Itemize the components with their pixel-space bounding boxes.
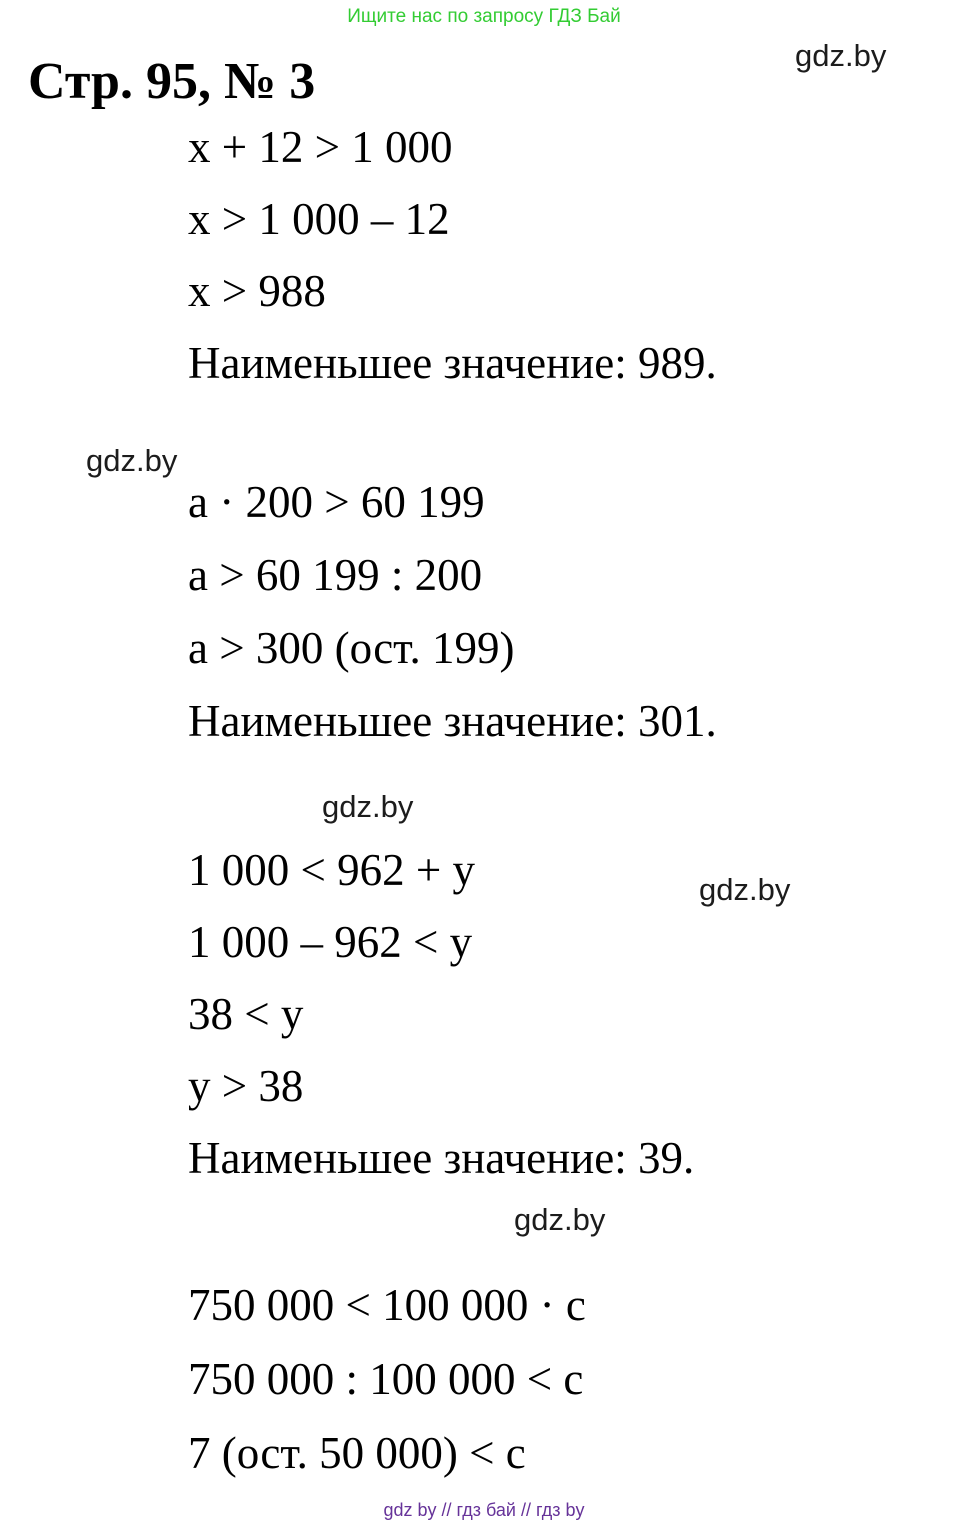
solution-block-2 [188,466,717,758]
math-line: x > 988 [188,266,326,316]
solution-block-1 [188,111,717,399]
promo-banner: Ищите нас по запросу ГДЗ Бай [347,6,621,27]
gdz-watermark-right: gdz.by [699,872,791,907]
footer-tags: gdz by // гдз бай // гдз by [383,1500,585,1520]
solution-block-4 [188,1268,586,1490]
math-line: 38 < y [188,989,304,1039]
page-title: Стр. 95, № 3 [28,53,316,110]
math-line: 7 (ост. 50 000) < c [188,1428,526,1478]
answer-line: Наименьшее значение: 989. [188,338,717,388]
math-line: a > 60 199 : 200 [188,550,483,600]
math-line: 750 000 : 100 000 < c [188,1354,584,1404]
solution-block-3 [188,834,694,1194]
math-line: y > 38 [188,1061,304,1111]
answer-line: Наименьшее значение: 301. [188,696,717,746]
math-line: a · 200 > 60 199 [188,477,485,527]
math-line: x + 12 > 1 000 [188,122,453,172]
math-line: 750 000 < 100 000 · c [188,1280,586,1330]
math-line: x > 1 000 – 12 [188,194,450,244]
gdz-watermark-top-right: gdz.by [795,38,887,73]
gdz-watermark-center: gdz.by [322,789,414,824]
math-line: 1 000 – 962 < y [188,917,473,967]
math-line: a > 300 (ост. 199) [188,623,515,673]
math-line: 1 000 < 962 + y [188,845,476,895]
gdz-watermark-left: gdz.by [86,443,178,478]
answer-line: Наименьшее значение: 39. [188,1133,695,1183]
gdz-watermark-lower: gdz.by [514,1202,606,1237]
